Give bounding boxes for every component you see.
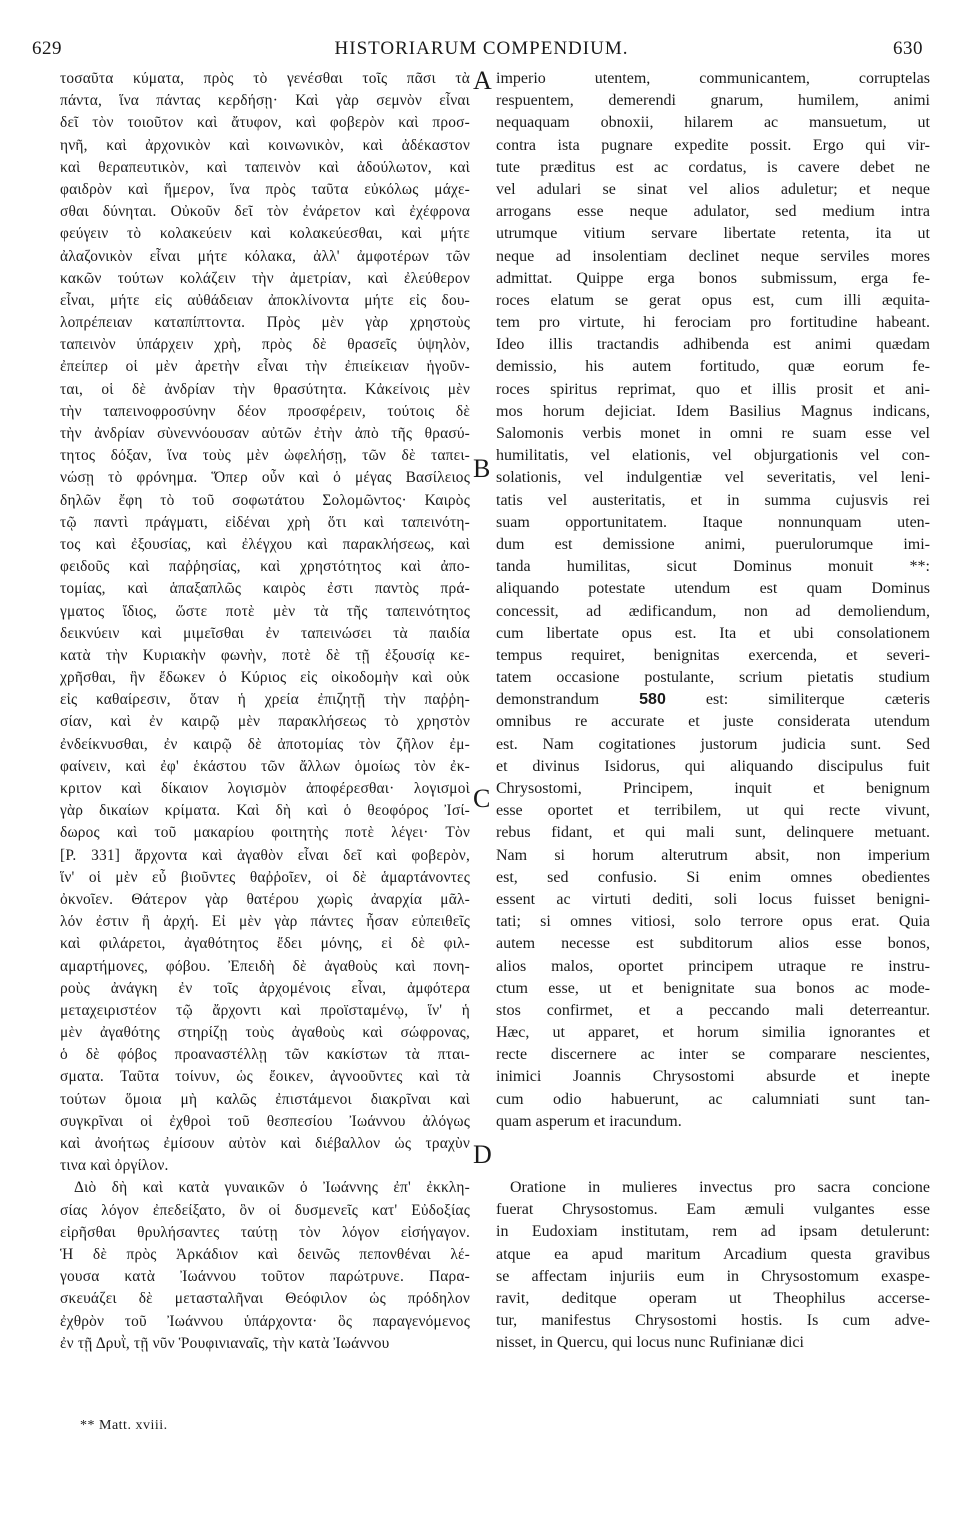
greek-line: ηνῆ, καὶ ἀρχονικὸν καὶ κοινωνικὸν, καὶ ἀδέκαστον [60,136,470,154]
greek-line: τῷ παντὶ πράγματι, εἰδέναι χρὴ ὅτι καὶ ταπεινότη- [60,513,470,531]
latin-line: aliquando potestate utendum est quam Dominus [496,580,930,598]
latin-line: solationis, vel indulgentiæ vel severitatis, vel leni- [496,469,930,487]
latin-line: esse oportet et terribilem, ut qui recte vivunt, [496,802,930,820]
greek-line: δεῖ τὸν τοιοῦτον καὶ ἄτυφον, καὶ φοβερὸν καὶ προσ- [60,114,470,132]
greek-line: δηλῶν ἔφη τὸ τοῦ σοφωτάτου Σολομῶντος· Καιρὸς [60,491,470,509]
greek-line: ἐνδείκνυσθαι, ἐν καιρῷ δὲ ἀποτομίας τὸν ζῆλον ἐμ- [60,735,470,753]
latin-line: in Eudoxiam institutam, rem ad ipsam detulerunt: [496,1223,930,1241]
latin-line: tute præditus est ac cordatus, is cavere debet ne [496,158,930,176]
greek-line: ται, οἱ δὲ ἀνδρίαν τὴν θρασύτητα. Κἀκείνοις μὲν [60,380,470,398]
margin-letter-b: B [473,454,491,483]
margin-letter-a: A [473,66,492,95]
latin-line: tem pro virtute, hi ferociam pro fortitudine habeant. [496,314,930,332]
greek-line: ἐπείπερ οἱ μὲν ἀρετὴν εἶναι τὴν ἐπιείκειαν ἡγοῦν- [60,358,470,376]
latin-line: nisset, in Quercu, qui locus nunc Rufinianæ dici [496,1334,804,1352]
greek-line: σθαι δύνηται. Οὐκοῦν δεῖ τὸν ἐνάρετον καὶ ἐχέφρονα [60,203,470,221]
greek-line: ταπεινὸν ὑπάρχειν χρὴ, πρὸς δὲ θρασεῖς ὑψηλὸν, [60,336,470,354]
latin-line: humilitatis, vel elationis, vel objurgationis vel con- [496,447,930,465]
latin-line: est, sed confusio. Si enim omnes obedientes [496,868,930,886]
latin-line: autem necesse est subditorum alios esse bonos, [496,935,930,953]
latin-line: tanda humilitas, sicut Dominus monuit **: [496,558,930,576]
greek-line: μεταχειριστέον τῷ ἄρχοντι καὶ προϊσταμένῳ, ἵν' ἡ [60,1001,470,1019]
latin-line: arrogans esse neque adulator, sed medium intra [496,203,930,221]
latin-line: inimici Joannis Chrysostomi absurde et inepte [496,1068,930,1086]
greek-line: τὴν ταπεινοφροσύνην δέον προσφέρειν, τούτοις δὲ [60,402,470,420]
page-header [24,38,939,64]
greek-line: ὁ δὲ φόβος προαναστέλλῃ τῶν κακίστων τὰ πται- [60,1046,470,1064]
latin-line: Nam si horum alterutrum absit, non imperium [496,846,930,864]
greek-line: ροὺς ἀνάγκη ἐν τοῖς ἀρχομένοις εἶναι, ἀμφότερα [60,979,470,997]
greek-line: τὴν ἀνδρίαν σὺνεννόουσαν αὐτῶν ἐτὴν ἀπὸ τῆς θρασύ- [60,425,470,442]
greek-line: δωρος καὶ τοῦ μακαρίου φοιτητὴς ποτὲ λέγει· Τὸν [60,824,470,842]
page-number-right: 630 [893,38,923,59]
greek-line: γὰρ δικαίων κρίματα. Καὶ δὴ καὶ ὁ θεοφόρος Ἰσί- [60,802,470,820]
greek-line: γματος ἴδιος, ὥστε ποτὲ μὲν τὰ τῆς ταπεινότητος [60,602,470,620]
latin-line: essent ac virtuti dediti, soli locus fuisset benigni- [496,890,930,908]
latin-text-column [496,68,930,1355]
latin-line: alios malos, oportet principem utraque re instru- [496,957,930,975]
greek-line: δεικνύειν καὶ μιμεῖσθαι ἐν ταπεινώσει τὰ παιδία [60,624,470,642]
greek-line: γουσα κατὰ Ἰωάννου τοῦτον παρώτρυνε. Παρα- [60,1268,470,1286]
latin-line: se affectam injuriis eum in Chrysostomum exaspe- [496,1267,930,1285]
latin-line: suam opportunitatem. Itaque nonnunquam uten- [496,513,930,531]
greek-line: συγκρῖναι οἱ ἐχθροὶ τοῦ θεσπεσίου Ἰωάννου ἀλόγως [60,1112,470,1130]
greek-line: τινα καὶ ὀργίλον. [60,1157,169,1175]
latin-line: demissio, his autem fortitudo, quæ eorum fe- [496,358,930,376]
latin-line: tatem occasione postulante, scrium pietatis studium [496,669,930,687]
greek-line: ἀλαζονικὸν εἶναι μήτε κόλακα, ἀλλ' ἀμφοτέρων τῶν [60,247,470,265]
greek-line: [P. 331] ἄρχοντα καὶ ἀγαθὸν εἶναι δεῖ καὶ φοβερὸν, [60,846,470,864]
greek-line: λόν ἐστιν ἢ ἀρχή. Εἰ μὲν γὰρ πάντες ἦσαν εὐπειθεῖς [60,913,470,931]
latin-line: tati; si omnes vitiosi, solo terrore opus erat. Quia [496,913,930,931]
latin-line: et divinus Isidorus, qui aliquando discipulus fuit [496,757,930,775]
greek-line: κακῶν τούτων κολάζειν τὴν ἀμετρίαν, καὶ ἐλεύθερον [60,269,470,287]
latin-line: Hæc, ut apparet, et horum similia ignorantes et [496,1024,930,1042]
greek-line: μὲν ἀγαθότης στηρίζῃ τοὺς ἀγαθοὺς καὶ σώφρονας, [60,1024,470,1042]
greek-line: σκευάζει δὲ μετασταλῆναι Θεόφιλον ὡς πρόδηλον [60,1290,470,1308]
greek-line: ὀκνοῖεν. Θάτερον γὰρ θατέρου χωρὶς ἀναρχία μᾶλ- [60,890,470,908]
greek-line: πάντα, ἵνα πάντας κερδήσῃ· Καὶ γὰρ σεμνὸν εἶναι [60,92,470,110]
greek-line: ἐν τῇ Δρυῒ, τῇ νῦν Ῥουφινιαναῖς, τὴν κατὰ Ἰωάννου [60,1334,390,1352]
latin-line: fuerat Chrysostomus. Eam æmuli vulgantes esse [496,1201,930,1219]
greek-line: σίαν, καὶ ἐν καιρῷ μὲν παρακλήσεως τὸ χρηστὸν [60,713,470,731]
latin-line: mos horum dejiciat. Idem Basilius Magnus indicans, [496,402,930,420]
latin-line: Chrysostomi, Principem, inquit et benignum [496,780,930,797]
greek-line: νώσῃ τὸ φρόνημα. Ὅπερ οὖν καὶ ὁ μέγας Βασίλειος [60,469,470,487]
greek-line: ἐχθρὸν τοῦ Ἰωάννου ὑπάρχοντα· ὃς παραγενόμενος [60,1312,470,1330]
column-number: 580 [639,691,666,709]
greek-line: τητος δόξαν, ἵνα τοὺς μὲν ὠφελήσῃ, τῶν δὲ ταπει- [60,447,470,465]
page-number-left: 629 [32,38,62,59]
latin-line: nequaquam obnoxii, hilarem ac mansuetum, ut [496,114,930,132]
greek-line: εἰρῆσθαι θρυλήσαντες ταύτῃ τὸν λόγον εἰσήγαγον. [60,1223,470,1241]
latin-line-segment: est: similiterque cæteris [705,691,930,709]
greek-line: σματα. Ταῦτα τοίνυν, ὡς ἔοικεν, ἀγνοοῦντες καὶ τὰ [60,1068,470,1086]
latin-line: cum odio habuerunt, ac calumniati sunt tan- [496,1090,930,1108]
greek-line: τούτων ὅμοια μὴ καλῶς ἐπιστάμενοι διακρῖναι καὶ [60,1090,470,1108]
margin-letter-c: C [473,784,491,813]
greek-line: Διὸ δὴ καὶ κατὰ γυναικῶν ὁ Ἰωάννης ἐπ' ἐκκλη- [74,1179,470,1197]
latin-line: neque ad insolentiam declinet neque serviles mores [496,247,930,265]
footnote: ** Matt. xviii. [80,1418,168,1433]
latin-line: roces elatum se gerat opus est, cum illi æquita- [496,291,930,309]
latin-line: atque ea apud maritum Arcadium questa gravibus [496,1245,930,1263]
latin-line: tur, manifestus Chrysostomi hostis. Is cum adve- [496,1312,930,1330]
greek-line: φαιδρὸν καὶ ἥμερον, ἵνα πρὸς ταῦτα εὐκόλως μάχε- [60,180,470,198]
greek-text-column [60,68,470,1355]
latin-line: rebus fidant, et qui mali sunt, delinquere metuant. [496,824,930,842]
latin-line: respuentem, demerendi gnarum, humilem, animi [496,92,930,110]
greek-line: καὶ φιλάρετοι, ἀγαθότητος ἔδει μόνης, εἰ δὲ φιλ- [60,935,470,953]
latin-line: tempus requiret, benignitas exercenda, et severi- [496,646,930,664]
margin-letter-d: D [473,1140,492,1169]
latin-line: dum est demissione animi, puerulorumque imi- [496,535,930,553]
latin-line: contra ista pugnare expedite possit. Ergo qui vir- [496,136,930,154]
greek-line: κατὰ τὴν Κυριακὴν φωνὴν, ποτὲ δὲ τῇ ἐξουσίᾳ κε- [60,646,470,664]
latin-line: recte discernere ac inter se comparare nescientes, [496,1046,930,1064]
greek-line: φεύγειν τὸ κολακεύειν καὶ κολακεύεσθαι, καὶ μήτε [60,225,470,243]
greek-line: σίας λόγον ἐπεδείξατο, ὃν οἱ δυσμενεῖς κατ' Εὐδοξίας [60,1201,470,1219]
greek-line: Ἡ δὲ πρὸς Ἀρκάδιον καὶ δεινῶς πεπονθέναι λέ- [60,1245,470,1263]
running-title: HISTORIARUM COMPENDIUM. [334,38,629,59]
latin-line: imperio utentem, communicantem, corruptelas [496,70,930,87]
greek-line: φειδοῦς καὶ παῤῥησίας, καὶ χρηστότητος καὶ ἀπο- [60,558,470,576]
latin-line: Ideo illis tractandis adhibenda est animi quædam [496,336,930,354]
latin-line: stos confirmet, et a peccando mali deterreantur. [496,1001,930,1019]
paragraph-gap [496,1133,930,1177]
greek-line: φαίνειν, καὶ ἐφ' ἑκάστου τῶν ἄλλων ὁμοίως τὸν ἐκ- [60,757,470,775]
greek-line: κριτον καὶ δίκαιον λογισμὸν ἀποφέρεσθαι· λογισμοὶ [60,780,470,797]
greek-line: τος καὶ ἐξουσίας, καὶ ἐλέγχου καὶ παρακλήσεως, καὶ [60,535,470,553]
greek-line: τοσαῦτα κύματα, πρὸς τὸ γενέσθαι τοῖς πᾶσι τὰ [60,70,470,87]
latin-line: concessit, ad ædificandum, non ad demoliendum, [496,602,930,620]
greek-line: καὶ θεραπευτικὸν, καὶ ταπεινὸν καὶ ἀδούλωτον, καὶ [60,158,470,176]
greek-line: χρῆσθαι, ἣν ἔδωκεν ὁ Κύριος εἰς οἰκοδομὴν καὶ οὐκ [60,669,470,687]
greek-line: καὶ ἀνοήτως ἐμίσουν αὐτὸν καὶ διέβαλλον ὡς τραχὺν [60,1135,470,1152]
latin-line: cum libertate opus est. Ita et ubi consolationem [496,624,930,642]
greek-line: τομίας, καὶ ἁπαξαπλῶς καιρὸς ἐστι παντὸς πρά- [60,580,470,598]
greek-line: εἰς καθαίρεσιν, ὅταν ἡ χρεία ἐπιζητῇ τὴν παῤῥη- [60,691,470,709]
latin-line: vel adulari se sinat vel alios aduletur; et neque [496,180,930,198]
latin-line: est. Nam cogitationes justorum judicia sunt. Sed [496,735,930,753]
latin-line: Salomonis verbis monet in omni re suam esse vel [496,425,930,442]
latin-line: Oratione in mulieres invectus pro sacra concione [510,1179,930,1196]
latin-line: omnibus re accurate et juste considerata utendum [496,713,930,731]
latin-line: quam asperum et iracundum. [496,1112,682,1130]
greek-line: λοπρέπειαν καταπίπτοντα. Πρὸς μὲν γὰρ χρηστοὺς [60,314,470,332]
latin-line [496,689,930,711]
latin-line-segment: demonstrandum [496,691,600,709]
greek-line: αμαρτήμονες, φόβου. Ἐπειδὴ δὲ ἀγαθοὺς καὶ πονη- [60,957,470,975]
greek-line: εἶναι, μήτε εἰς αὐθάδειαν ἀποκλίνοντα μήτε εἰς δου- [60,291,470,309]
latin-line: utrumque vitium servare libertate retenta, ita ut [496,225,930,243]
latin-line: ctum esse, ut et benignitate sua bonos ac mode- [496,979,930,997]
latin-line: tatis vel austeritatis, et in summa cujusvis rei [496,491,930,509]
latin-line: admittat. Quippe erga bonos submissum, erga fe- [496,269,930,287]
latin-line: roces spiritus reprimat, quo et illis prosit et ani- [496,380,930,398]
latin-line: ravit, deditque operam ut Theophilus accerse- [496,1289,930,1307]
greek-line: ἵν' οἱ μὲν εὖ βιοῦντες θαῤῥοῖεν, οἱ δὲ ἁμαρτάνοντες [60,868,470,886]
